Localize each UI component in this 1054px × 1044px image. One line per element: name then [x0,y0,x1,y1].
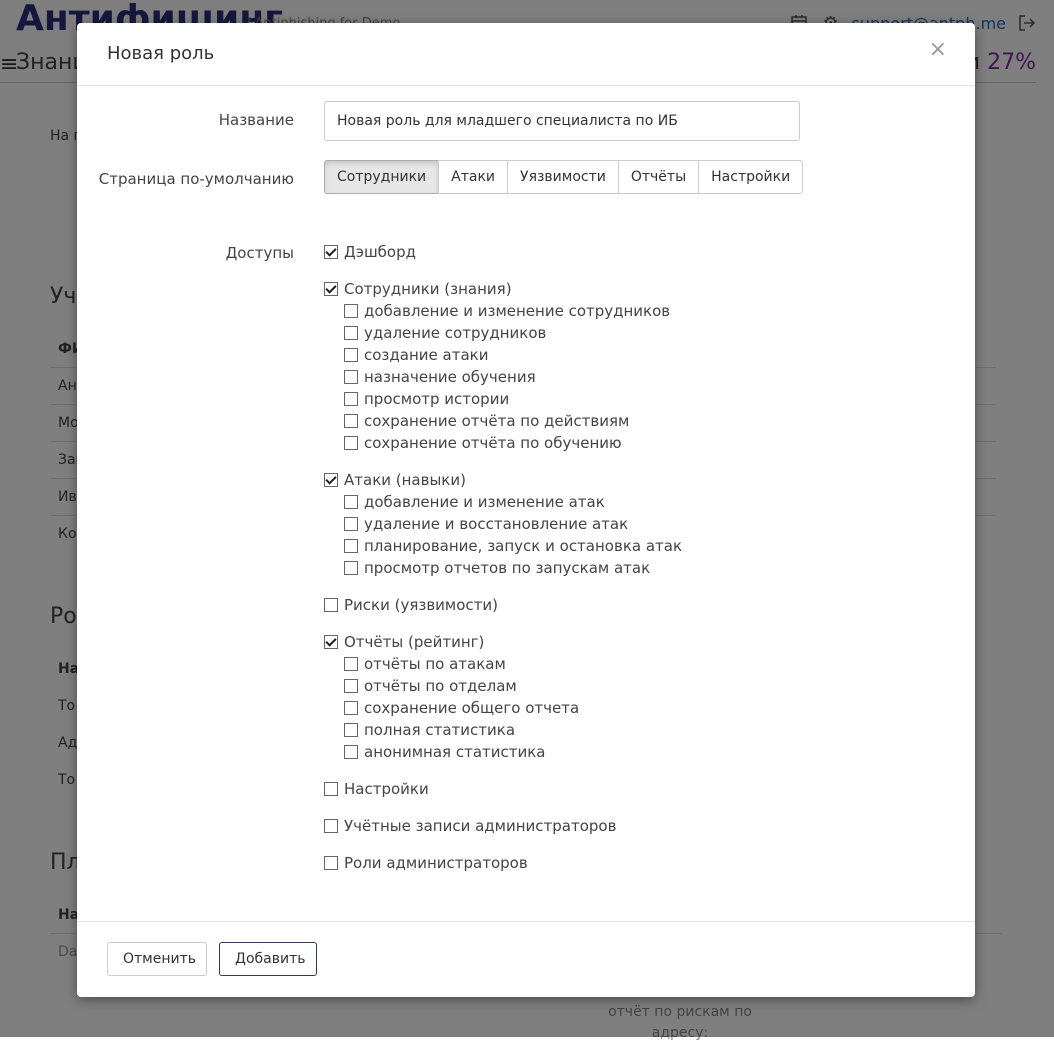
checkbox[interactable] [324,598,338,612]
checkbox[interactable] [344,517,358,531]
permission-sub-item[interactable] [344,300,670,322]
default-page-selector [324,160,803,194]
checkbox[interactable] [344,326,358,340]
permission-label: полная статистика [364,721,516,739]
permission-label: удаление сотрудников [364,324,547,342]
add-button[interactable]: Добавить [219,942,317,976]
permission-admin-roles[interactable] [324,852,528,874]
permission-label: отчёты по отделам [364,677,517,695]
permission-label: добавление и изменение сотрудников [364,302,671,320]
default-page-label: Страница по-умолчанию [98,170,294,188]
permission-settings[interactable] [324,778,429,800]
checkbox[interactable] [344,657,358,671]
permission-sub-item[interactable] [344,491,605,513]
close-icon[interactable]: × [928,37,947,62]
permission-sub-item[interactable] [344,410,629,432]
permission-label: Отчёты (рейтинг) [344,633,485,651]
permission-label: Настройки [344,780,429,798]
default-page-option-vulnerabilities[interactable]: Уязвимости [507,160,619,194]
permission-label: Риски (уязвимости) [344,596,499,614]
permission-reports[interactable] [324,631,484,653]
checkbox[interactable] [344,679,358,693]
permission-sub-item[interactable] [344,322,546,344]
checkbox[interactable] [324,635,338,649]
default-page-option-reports[interactable]: Отчёты [618,160,699,194]
permission-label: добавление и изменение атак [364,493,605,511]
checkbox[interactable] [344,436,358,450]
checkbox[interactable] [344,495,358,509]
checkbox[interactable] [344,370,358,384]
access-label: Доступы [225,244,294,262]
checkbox[interactable] [324,819,338,833]
checkbox[interactable] [344,745,358,759]
permission-sub-item[interactable] [344,366,536,388]
permission-sub-item[interactable] [344,388,509,410]
permission-label: создание атаки [364,346,489,364]
permission-dashboard[interactable] [324,241,416,263]
modal-header [77,23,975,86]
permission-attacks[interactable] [324,469,466,491]
checkbox[interactable] [324,782,338,796]
checkbox[interactable] [344,701,358,715]
permission-sub-item[interactable] [344,557,650,579]
modal-title: Новая роль [107,43,215,64]
permission-label: назначение обучения [364,368,536,386]
checkbox[interactable] [344,539,358,553]
permission-label: планирование, запуск и остановка атак [364,537,683,555]
checkbox[interactable] [344,304,358,318]
checkbox[interactable] [324,282,338,296]
permission-label: сохранение отчёта по обучению [364,434,622,452]
permission-sub-item[interactable] [344,344,488,366]
permission-label: сохранение отчёта по действиям [364,412,630,430]
permission-sub-item[interactable] [344,653,506,675]
checkbox[interactable] [344,414,358,428]
permission-label: Роли администраторов [344,854,528,872]
default-page-option-employees[interactable]: Сотрудники [324,160,439,194]
permission-sub-item[interactable] [344,675,517,697]
permission-label: удаление и восстановление атак [364,515,629,533]
permission-label: Дэшборд [344,243,416,261]
default-page-option-attacks[interactable]: Атаки [438,160,508,194]
checkbox[interactable] [344,392,358,406]
name-label: Название [218,111,294,129]
permission-label: сохранение общего отчета [364,699,580,717]
permission-label: отчёты по атакам [364,655,506,673]
new-role-modal [77,23,975,997]
default-page-option-settings[interactable]: Настройки [698,160,803,194]
permission-label: Сотрудники (знания) [344,280,512,298]
permission-label: просмотр истории [364,390,510,408]
checkbox[interactable] [344,561,358,575]
modal-footer [77,921,975,997]
permission-employees[interactable] [324,278,512,300]
checkbox[interactable] [324,856,338,870]
permission-label: Учётные записи администраторов [344,817,617,835]
permission-sub-item[interactable] [344,535,682,557]
permission-admin-accounts[interactable] [324,815,616,837]
checkbox[interactable] [344,723,358,737]
checkbox[interactable] [344,348,358,362]
checkbox[interactable] [324,473,338,487]
cancel-button[interactable]: Отменить [107,942,207,976]
permission-sub-item[interactable] [344,741,546,763]
permission-sub-item[interactable] [344,513,628,535]
role-name-input[interactable]: Новая роль для младшего специалиста по ИБ [324,101,800,141]
permission-label: Атаки (навыки) [344,471,466,489]
permission-risks[interactable] [324,594,498,616]
permission-sub-item[interactable] [344,432,622,454]
permission-label: анонимная статистика [364,743,546,761]
permission-sub-item[interactable] [344,719,515,741]
checkbox[interactable] [324,245,338,259]
permission-label: просмотр отчетов по запускам атак [364,559,651,577]
permission-sub-item[interactable] [344,697,579,719]
